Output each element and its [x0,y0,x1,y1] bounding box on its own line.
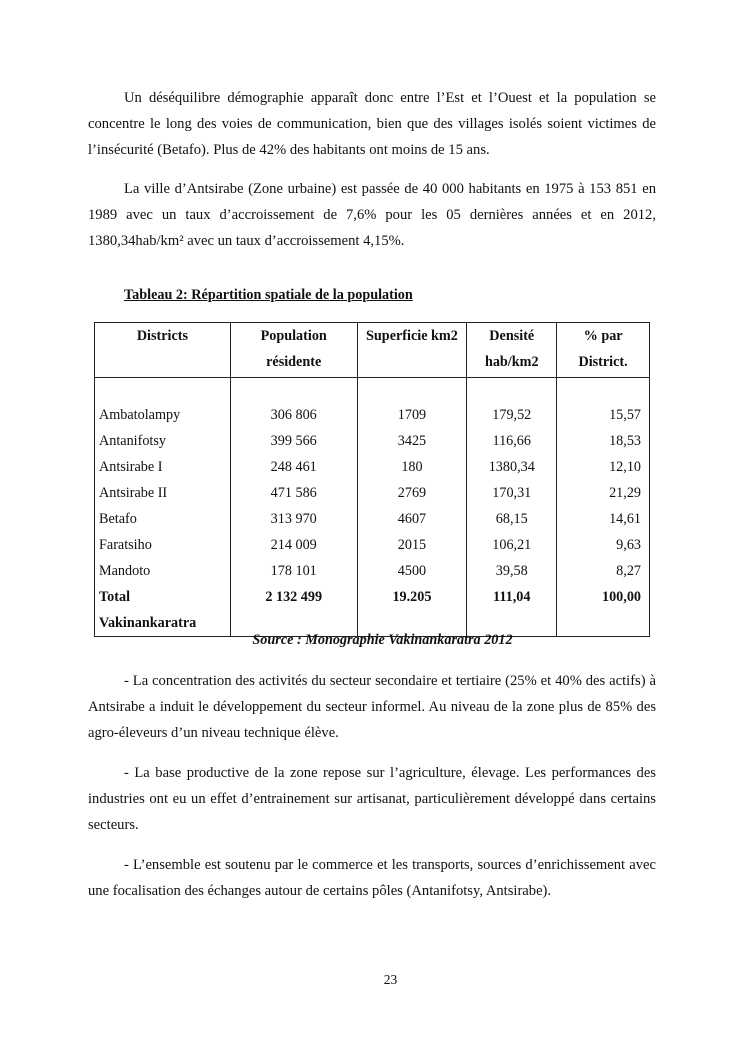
cell-population: 399 566 [230,428,357,454]
paragraph-antsirabe-growth: La ville d’Antsirabe (Zone urbaine) est passée de 40 000 habitants en 1975 à 153 851 en 1989 avec un taux d’accroissement de 7,6% pour les 05 dernières années et en 2012, 1380,34hab/km² avec un taux d’accroissement 4,15%. [88,181,656,249]
cell-total-densite: 111,04 [467,584,557,637]
cell-district: Mandoto [95,558,231,584]
cell-superficie: 2015 [357,532,467,558]
cell-densite: 170,31 [467,480,557,506]
cell-densite: 68,15 [467,506,557,532]
cell-district: Faratsiho [95,532,231,558]
cell-district: Betafo [95,506,231,532]
table-row [95,454,650,480]
table-row [95,506,650,532]
cell-population: 214 009 [230,532,357,558]
cell-densite: 179,52 [467,402,557,428]
table-row [95,402,650,428]
table-row [95,428,650,454]
header-districts: Districts [95,323,231,378]
cell-total-population: 2 132 499 [230,584,357,637]
table-header-row [95,323,650,378]
cell-superficie: 1709 [357,402,467,428]
paragraph-demography: Un déséquilibre démographie apparaît donc entre l’Est et l’Ouest et la population se concentre le long des voies de communication, bien que des villages isolés soient victimes de l’insécurité (Betafo). Plus de 42% des habitants ont moins de 15 ans. [88,90,656,158]
cell-densite: 106,21 [467,532,557,558]
cell-percent: 18,53 [557,428,650,454]
cell-district: Antsirabe I [95,454,231,480]
header-population: Population résidente [230,323,357,378]
cell-total-percent: 100,00 [557,584,650,637]
cell-district: Ambatolampy [95,402,231,428]
cell-district: Antanifotsy [95,428,231,454]
population-table [94,322,650,637]
table-row [95,558,650,584]
cell-superficie: 4607 [357,506,467,532]
cell-percent: 15,57 [557,402,650,428]
cell-densite: 39,58 [467,558,557,584]
cell-superficie: 180 [357,454,467,480]
cell-percent: 9,63 [557,532,650,558]
cell-percent: 21,29 [557,480,650,506]
table-source: Source : Monographie Vakinankaratra 2012 [252,632,513,648]
cell-percent: 8,27 [557,558,650,584]
cell-percent: 14,61 [557,506,650,532]
cell-superficie: 2769 [357,480,467,506]
header-percent: % par District. [557,323,650,378]
paragraph-commerce: - L’ensemble est soutenu par le commerce et les transports, sources d’enrichissement avec une focalisation des échanges autour de certains pôles (Antanifotsy, Antsirabe). [88,857,656,899]
paragraph-activities: - La concentration des activités du secteur secondaire et tertiaire (25% et 40% des actifs) à Antsirabe a induit le développement du secteur informel. Au niveau de la zone plus de 85% des agro-éleveurs d’un niveau technique élève. [88,673,656,741]
cell-densite: 1380,34 [467,454,557,480]
cell-superficie: 4500 [357,558,467,584]
cell-district: Antsirabe II [95,480,231,506]
page-number: 23 [383,972,398,987]
table-row [95,532,650,558]
cell-population: 313 970 [230,506,357,532]
table-row [95,480,650,506]
cell-percent: 12,10 [557,454,650,480]
table-total-row [95,584,650,637]
cell-superficie: 3425 [357,428,467,454]
cell-total-label: Total Vakinankaratra [95,584,231,637]
table-spacer-row [95,378,650,403]
table-caption: Tableau 2: Répartition spatiale de la population [124,287,413,303]
cell-population: 471 586 [230,480,357,506]
paragraph-productive-base: - La base productive de la zone repose sur l’agriculture, élevage. Les performances des industries ont eu un effet d’entrainement sur artisanat, particulièrement développé dans certains secteurs. [88,765,656,833]
cell-population: 248 461 [230,454,357,480]
header-densite: Densité hab/km2 [467,323,557,378]
cell-densite: 116,66 [467,428,557,454]
cell-total-superficie: 19.205 [357,584,467,637]
header-superficie: Superficie km2 [357,323,467,378]
cell-population: 306 806 [230,402,357,428]
cell-population: 178 101 [230,558,357,584]
